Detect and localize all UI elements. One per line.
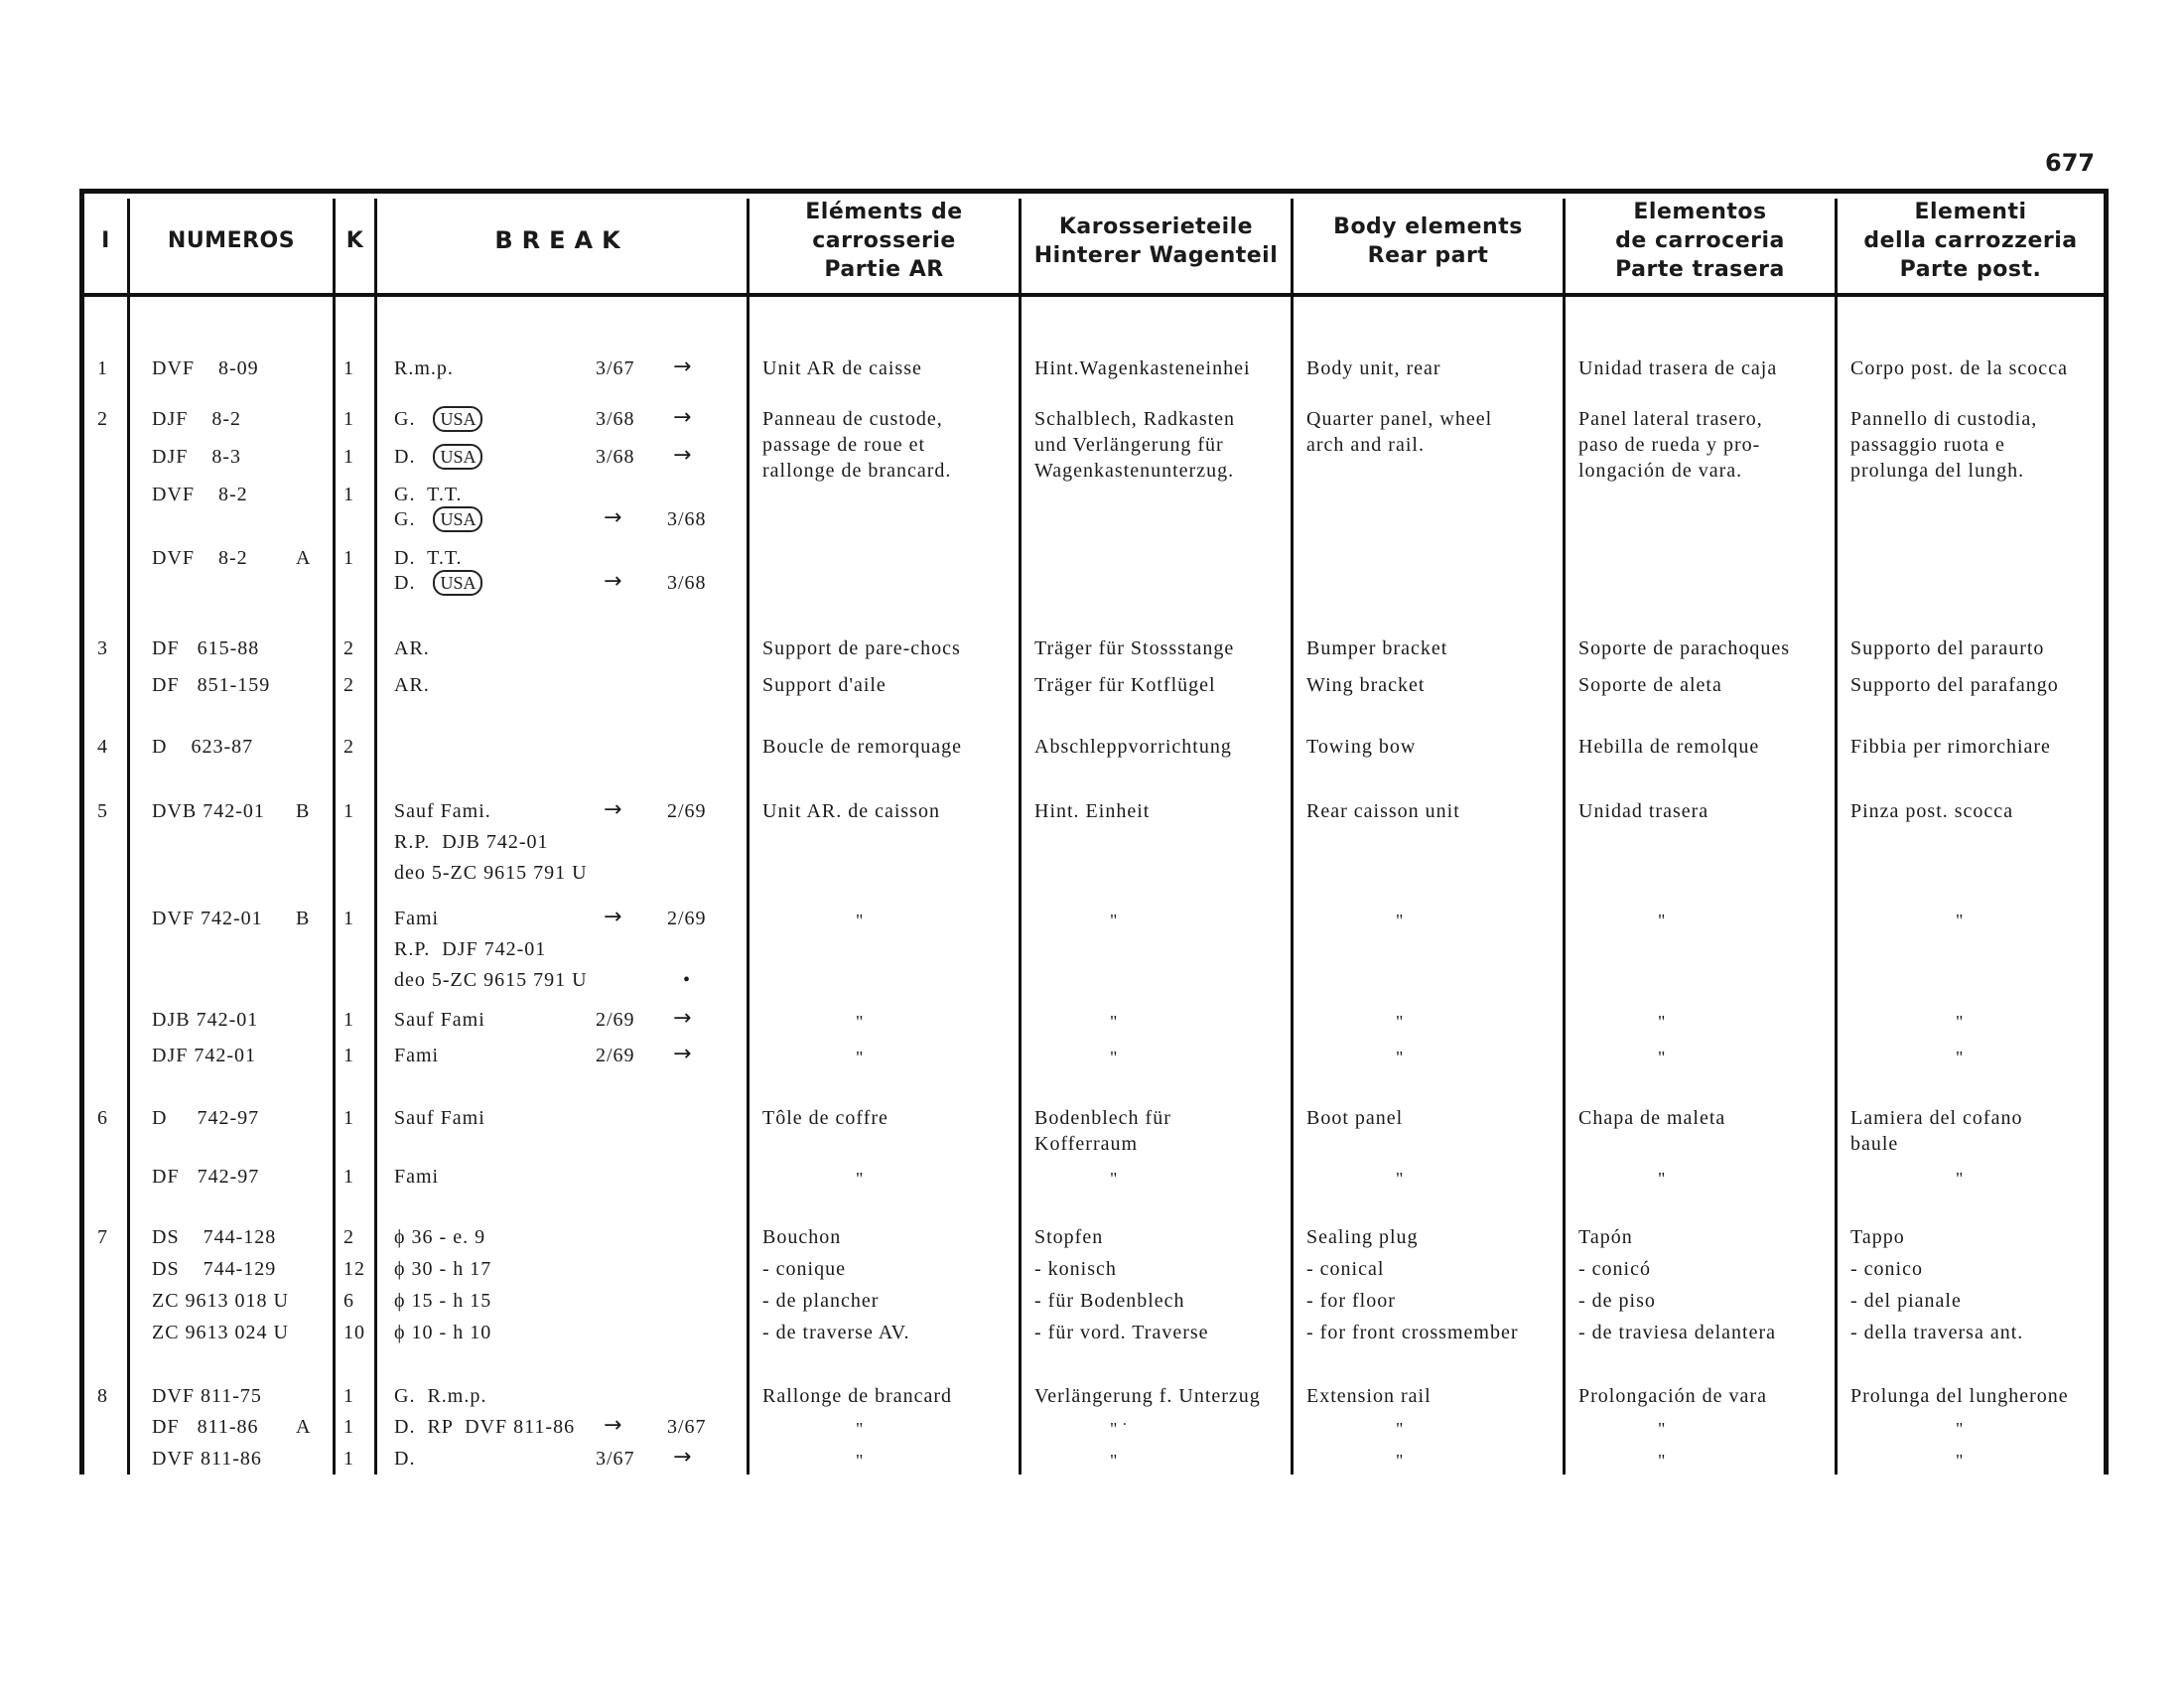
description-en: Body unit, rear [1306,357,1441,379]
break-text [394,355,454,381]
description-fr: Boucle de remorquage [762,736,963,758]
ditto-mark-de: " [1110,1451,1118,1471]
ditto-mark-fr: " [856,1451,864,1471]
description-it: Supporto del paraurto [1850,637,2045,659]
break-text [394,406,482,432]
ditto-mark-fr: " [856,911,864,930]
col-divider [374,199,377,1475]
break-label: Sauf Fami. [394,800,491,822]
quantity-k: 1 [343,1385,354,1407]
quantity-k: 1 [343,446,354,468]
right-arrow-icon: → [604,569,622,594]
quantity-k: 1 [343,1448,354,1470]
ditto-mark-fr: " [856,1169,864,1189]
break-text [394,906,439,931]
description-de: - für Bodenblech [1034,1290,1185,1312]
break-text [394,570,482,596]
break-label: D. [394,446,416,468]
part-number: DS 744-129 [152,1258,277,1280]
description-it: Fibbia per rimorchiare [1850,736,2051,758]
break-label: D. [394,572,416,594]
col-divider [127,199,130,1475]
table-right-border [2104,189,2109,1475]
description-it: - conico [1850,1258,1923,1280]
description-fr: Support de pare-chocs [762,637,961,659]
description-de: Träger für Kotflügel [1034,674,1216,696]
description-en: Quarter panel, wheel arch and rail. [1306,408,1493,456]
ditto-mark-en: " [1396,1048,1404,1067]
col-divider [1291,199,1294,1475]
right-arrow-icon: → [604,905,622,929]
ditto-mark-en: " [1396,911,1404,930]
right-arrow-icon: → [604,1413,622,1438]
right-arrow-icon: → [673,354,692,379]
break-label: R.P. DJF 742-01 [394,938,547,960]
ditto-mark-it: " [1956,1451,1964,1471]
description-en: Rear caisson unit [1306,800,1460,822]
col-divider [1019,199,1022,1475]
quantity-k: 2 [343,674,354,696]
ditto-mark-it: " [1956,1048,1964,1067]
header-index: I [101,228,110,253]
header-french: Eléments de carrosserie Partie AR [805,200,963,282]
group-index: 1 [97,357,108,379]
description-fr: Tôle de coffre [762,1107,888,1129]
part-number: DVF 8-2 [152,484,248,505]
description-fr: Bouchon [762,1226,842,1248]
ditto-mark-it: " [1956,911,1964,930]
right-arrow-icon: → [673,1006,692,1031]
break-label: G. [394,508,416,530]
group-index: 5 [97,800,108,822]
ditto-mark-fr: " [856,1419,864,1439]
part-number: DJF 8-3 [152,446,242,468]
break-date: 2/69 [596,1009,635,1031]
part-suffix: B [296,800,311,822]
header-bottom-rule [79,293,2109,297]
description-de: - für vord. Traverse [1034,1322,1209,1343]
col-divider [747,199,750,1475]
part-number: D 623-87 [152,736,254,758]
break-text [394,1007,485,1033]
header-italian: Elementi della carrozzeria Parte post. [1863,200,2078,282]
break-label: G. [394,408,416,430]
quantity-k: 6 [343,1290,354,1312]
break-label: Fami [394,908,440,929]
ditto-mark-en: " [1396,1451,1404,1471]
break-date: 3/67 [596,1448,635,1470]
usa-badge: USA [433,506,482,532]
description-it: Supporto del parafango [1850,674,2059,696]
quantity-k: 2 [343,1226,354,1248]
quantity-k: 2 [343,736,354,758]
ditto-mark-en: " [1396,1169,1404,1189]
description-it: Prolunga del lungherone [1850,1385,2069,1407]
part-number: ZC 9613 018 U [152,1290,289,1312]
description-it: - del pianale [1850,1290,1962,1312]
break-label: Fami [394,1045,440,1066]
group-index: 6 [97,1107,108,1129]
description-it: - della traversa ant. [1850,1322,2024,1343]
description-es: Soporte de parachoques [1578,637,1791,659]
break-text [394,860,588,886]
ditto-mark-es: " [1658,1012,1666,1032]
break-label: Fami [394,1166,440,1188]
quantity-k: 1 [343,1107,354,1129]
description-es: Unidad trasera de caja [1578,357,1778,379]
description-de: Stopfen [1034,1226,1104,1248]
right-arrow-icon: → [673,443,692,468]
quantity-k: 10 [343,1322,365,1343]
break-label: deo 5-ZC 9615 791 U [394,969,588,991]
description-fr: Rallonge de brancard [762,1385,953,1407]
header-numeros: NUMEROS [167,228,296,253]
break-label: ϕ 36 - e. 9 [394,1226,486,1248]
description-de: Hint. Einheit [1034,800,1151,822]
break-label: D. RP DVF 811-86 [394,1416,576,1438]
part-number: DVF 8-09 [152,357,259,379]
description-es: Unidad trasera [1578,800,1709,822]
quantity-k: 1 [343,908,354,929]
description-en: Sealing plug [1306,1226,1419,1248]
description-de: Abschleppvorrichtung [1034,736,1232,758]
part-number: DJF 8-2 [152,408,242,430]
break-text [394,672,430,698]
quantity-k: 1 [343,1166,354,1188]
quantity-k: 1 [343,1009,354,1031]
part-number: DVF 8-2 [152,547,248,569]
description-fr: Unit AR. de caisson [762,800,940,822]
quantity-k: 1 [343,408,354,430]
description-en: - for front crossmember [1306,1322,1519,1343]
description-en: - conical [1306,1258,1385,1280]
part-number: D 742-97 [152,1107,260,1129]
break-text [394,444,482,470]
description-fr: Support d'aile [762,674,887,696]
col-divider [1563,199,1566,1475]
description-en: Bumper bracket [1306,637,1448,659]
ditto-mark-de: " [1110,1048,1118,1067]
right-arrow-icon: → [604,797,622,822]
description-es: Prolongación de vara [1578,1385,1767,1407]
break-label: AR. [394,674,430,696]
part-number: DF 742-97 [152,1166,260,1188]
description-it: Pinza post. scocca [1850,800,2014,822]
quantity-k: 1 [343,800,354,822]
description-es: - de piso [1578,1290,1656,1312]
break-text [394,545,463,571]
ditto-mark-en: " [1396,1012,1404,1032]
group-index: 3 [97,637,108,659]
ditto-mark-de: " [1110,1012,1118,1032]
break-date: 3/68 [667,508,707,530]
break-text [394,482,463,507]
part-number: DVF 811-75 [152,1385,262,1407]
break-date: 2/69 [667,908,707,929]
description-es: Panel lateral trasero, paso de rueda y pro- longación de vara. [1578,408,1763,482]
break-date: 2/69 [667,800,707,822]
ditto-mark-de: " ˙ [1110,1419,1128,1439]
break-text [394,967,588,993]
ditto-mark-es: " [1658,1451,1666,1471]
break-date: 3/68 [667,572,707,594]
break-text [394,1043,439,1068]
description-es: - de traviesa delantera [1578,1322,1777,1343]
description-it: Pannello di custodia, passaggio ruota e prolunga del lungh. [1850,408,2038,482]
parts-table [79,189,2109,1475]
break-date: 3/68 [596,408,635,430]
part-number: DVF 742-01 [152,908,263,929]
break-label: Sauf Fami [394,1009,485,1031]
description-es: Tapón [1578,1226,1633,1248]
break-text [394,635,430,661]
part-number: DJF 742-01 [152,1045,257,1066]
break-text [394,1414,575,1440]
description-es: Hebilla de remolque [1578,736,1760,758]
part-suffix: A [296,547,312,569]
bullet-mark: • [683,969,692,991]
ditto-mark-it: " [1956,1169,1964,1189]
usa-badge: USA [433,444,482,470]
header-english: Body elements Rear part [1333,213,1523,268]
break-label: deo 5-ZC 9615 791 U [394,862,588,884]
break-date: 3/67 [667,1416,707,1438]
break-date: 3/68 [596,446,635,468]
break-text [394,1320,491,1345]
ditto-mark-es: " [1658,1419,1666,1439]
break-label: R.P. DJB 742-01 [394,831,549,853]
header-german: Karosserieteile Hinterer Wagenteil [1033,213,1279,268]
part-number: DVB 742-01 [152,800,265,822]
col-divider [1835,199,1838,1475]
group-index: 7 [97,1226,108,1248]
group-index: 2 [97,408,108,430]
header-k: K [345,228,364,253]
part-number: DS 744-128 [152,1226,277,1248]
description-en: Extension rail [1306,1385,1432,1407]
break-label: G. R.m.p. [394,1385,487,1407]
group-index: 8 [97,1385,108,1407]
col-divider [333,199,336,1475]
part-suffix: A [296,1416,312,1438]
group-index: 4 [97,736,108,758]
description-es: Soporte de aleta [1578,674,1722,696]
description-it: Corpo post. de la scocca [1850,357,2068,379]
break-text [394,1105,485,1131]
ditto-mark-es: " [1658,911,1666,930]
part-number: DF 615-88 [152,637,260,659]
break-label: ϕ 10 - h 10 [394,1322,492,1343]
break-text [394,1224,485,1250]
ditto-mark-en: " [1396,1419,1404,1439]
description-it: Tappo [1850,1226,1905,1248]
break-text [394,1383,486,1409]
quantity-k: 1 [343,1416,354,1438]
break-label: ϕ 30 - h 17 [394,1258,492,1280]
break-date: 2/69 [596,1045,635,1066]
description-fr: Panneau de custode, passage de roue et rallonge de brancard. [762,408,952,482]
description-it: Lamiera del cofano baule [1850,1107,2023,1155]
part-number: ZC 9613 024 U [152,1322,289,1343]
description-de: Schalblech, Radkasten und Verlängerung für Wagenkastenunterzug. [1034,408,1236,482]
right-arrow-icon: → [673,1445,692,1470]
part-number: DF 811-86 [152,1416,259,1438]
ditto-mark-it: " [1956,1419,1964,1439]
description-fr: - conique [762,1258,846,1280]
break-text [394,798,491,824]
break-text [394,506,482,532]
ditto-mark-fr: " [856,1048,864,1067]
quantity-k: 1 [343,357,354,379]
ditto-mark-es: " [1658,1169,1666,1189]
break-text [394,829,548,855]
header-break: BREAK [494,226,629,254]
page-number: 677 [2045,149,2096,177]
quantity-k: 2 [343,637,354,659]
break-label: D. T.T. [394,547,463,569]
break-label: Sauf Fami [394,1107,485,1129]
part-suffix: B [296,908,311,929]
break-text [394,936,546,962]
ditto-mark-it: " [1956,1012,1964,1032]
part-number: DVF 811-86 [152,1448,262,1470]
break-text [394,1446,415,1472]
description-de: Verlängerung f. Unterzug [1034,1385,1261,1407]
description-en: - for floor [1306,1290,1396,1312]
right-arrow-icon: → [673,1042,692,1066]
usa-badge: USA [433,406,482,432]
description-fr: - de traverse AV. [762,1322,910,1343]
right-arrow-icon: → [604,505,622,530]
description-de: Bodenblech für Kofferraum [1034,1107,1171,1155]
description-es: Chapa de maleta [1578,1107,1726,1129]
break-label: ϕ 15 - h 15 [394,1290,492,1312]
break-label: R.m.p. [394,357,454,379]
description-en: Boot panel [1306,1107,1404,1129]
description-de: Träger für Stossstange [1034,637,1235,659]
break-text [394,1288,491,1314]
break-text [394,1164,439,1190]
description-en: Wing bracket [1306,674,1426,696]
description-es: - conicó [1578,1258,1651,1280]
ditto-mark-de: " [1110,911,1118,930]
description-fr: - de plancher [762,1290,880,1312]
quantity-k: 1 [343,547,354,569]
description-en: Towing bow [1306,736,1417,758]
break-label: D. [394,1448,416,1470]
usa-badge: USA [433,570,482,596]
quantity-k: 1 [343,484,354,505]
description-de: - konisch [1034,1258,1117,1280]
quantity-k: 12 [343,1258,365,1280]
right-arrow-icon: → [673,405,692,430]
table-left-border [79,189,84,1475]
part-number: DJB 742-01 [152,1009,259,1031]
header-spanish: Elementos de carroceria Parte trasera [1615,200,1785,282]
description-de: Hint.Wagenkasteneinhei [1034,357,1251,379]
break-text [394,1256,491,1282]
quantity-k: 1 [343,1045,354,1066]
break-date: 3/67 [596,357,635,379]
part-number: DF 851-159 [152,674,271,696]
description-fr: Unit AR de caisse [762,357,922,379]
ditto-mark-es: " [1658,1048,1666,1067]
ditto-mark-de: " [1110,1169,1118,1189]
break-label: G. T.T. [394,484,463,505]
ditto-mark-fr: " [856,1012,864,1032]
break-label: AR. [394,637,430,659]
